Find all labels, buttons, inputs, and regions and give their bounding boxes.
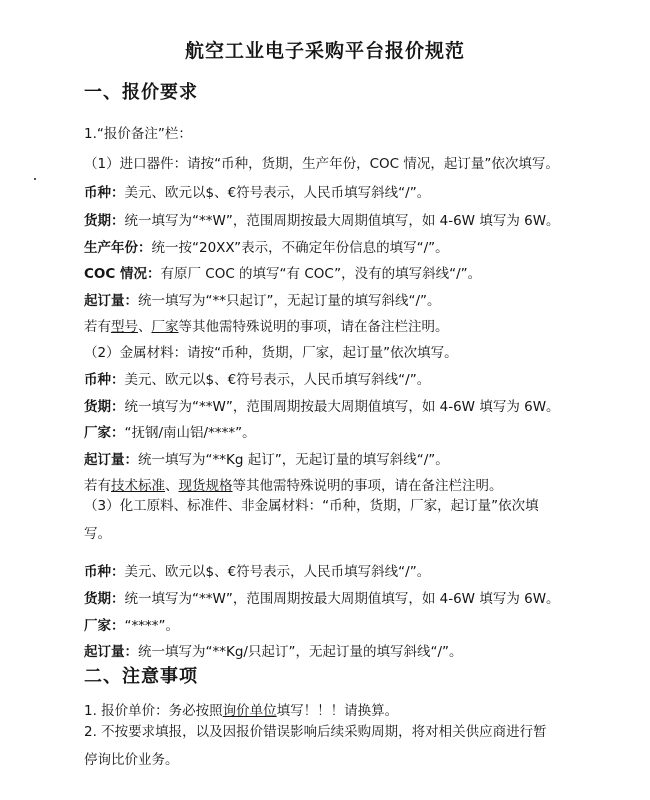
sub3-moq: [84, 640, 463, 660]
sub3-header: （3）化工原料、标准件、非金属材料：“币种，货期，厂家，起订量”依次填写。: [84, 498, 539, 542]
text: 统一填写为“**W”，范围周期按最大周期值填写，如 4-6W 填写为 6W。: [124, 591, 560, 607]
scan-speck: [34, 178, 36, 180]
label: 货期：: [84, 213, 125, 229]
sub2-currency: [84, 368, 430, 388]
sub2-moq: [84, 448, 449, 468]
sub2-maker: [84, 421, 256, 441]
underlined-term: 型号: [111, 319, 138, 335]
label: 货期：: [84, 591, 125, 607]
label: 币种：: [84, 564, 125, 580]
label: COC 情况：: [84, 266, 161, 282]
sub1-currency: [84, 181, 430, 201]
text: 统一按“20XX”表示，不确定年份信息的填写“/”。: [151, 240, 449, 256]
sub1-coc: [84, 262, 481, 282]
text: 美元、欧元以$、€符号表示，人民币填写斜线“/”。: [124, 564, 431, 580]
text: 等其他需特殊说明的事项，请在备注栏注明。: [178, 319, 449, 335]
text: 1. 报价单价：务必按照: [84, 703, 223, 719]
text: 统一填写为“**只起订”，无起订量的填写斜线“/”。: [138, 293, 441, 309]
label: 起订量：: [84, 452, 138, 468]
text: “抚钢/南山铝/****”。: [124, 425, 256, 441]
text: 若有: [84, 319, 111, 335]
sub2-delivery: [84, 395, 560, 415]
text: 、: [165, 478, 179, 494]
underlined-term: 技术标准: [111, 478, 165, 494]
text: 等其他需特殊说明的事项，请在备注栏注明。: [232, 478, 503, 494]
underlined-term: 现货规格: [178, 478, 233, 494]
label: 厂家：: [84, 618, 125, 634]
label: 币种：: [84, 185, 125, 201]
text: 美元、欧元以$、€符号表示，人民币填写斜线“/”。: [124, 185, 431, 201]
sub1-moq: [84, 289, 441, 309]
text: “****”。: [124, 618, 179, 634]
note-unit-price: [84, 699, 398, 719]
item-remarks-column: 1.“报价备注”栏：: [84, 126, 192, 142]
underlined-term: 询价单位: [222, 703, 277, 719]
text: 统一填写为“**Kg/只起订”，无起订量的填写斜线“/”。: [138, 644, 463, 660]
text: 统一填写为“**Kg 起订”，无起订量的填写斜线“/”。: [138, 452, 449, 468]
text: 填写！！！请换算。: [276, 703, 399, 719]
sub2-note: [84, 474, 503, 494]
sub3-delivery: [84, 587, 560, 607]
sub1-year: [84, 236, 449, 256]
text: 美元、欧元以$、€符号表示，人民币填写斜线“/”。: [124, 372, 431, 388]
label: 币种：: [84, 372, 125, 388]
text: 统一填写为“**W”，范围周期按最大周期值填写，如 4-6W 填写为 6W。: [124, 399, 560, 415]
sub3-currency: [84, 560, 430, 580]
label: 货期：: [84, 399, 125, 415]
section-heading-requirements: 一、报价要求: [84, 82, 198, 103]
text: 有原厂 COC 的填写“有 COC”，没有的填写斜线“/”。: [160, 266, 482, 282]
label: 起订量：: [84, 644, 138, 660]
sub1-header: （1）进口器件：请按“币种，货期，生产年份，COC 情况，起订量”依次填写。: [84, 156, 559, 172]
section-heading-notes: 二、注意事项: [84, 666, 198, 687]
sub1-note: [84, 315, 449, 335]
sub1-delivery: [84, 209, 560, 229]
text: 统一填写为“**W”，范围周期按最大周期值填写，如 4-6W 填写为 6W。: [124, 213, 560, 229]
underlined-term: 厂家: [151, 319, 179, 335]
text: 若有: [84, 478, 111, 494]
document-title: 航空工业电子采购平台报价规范: [184, 40, 465, 62]
label: 生产年份：: [84, 240, 152, 256]
sub2-header: （2）金属材料：请按“币种，货期，厂家，起订量”依次填写。: [84, 345, 458, 361]
note-non-compliance: 2. 不按要求填报，以及因报价错误影响后续采购周期，将对相关供应商进行暂停询比价业务。: [84, 724, 547, 768]
label: 起订量：: [84, 293, 138, 309]
sub3-maker: [84, 614, 179, 634]
text: 、: [138, 319, 152, 335]
label: 厂家：: [84, 425, 125, 441]
